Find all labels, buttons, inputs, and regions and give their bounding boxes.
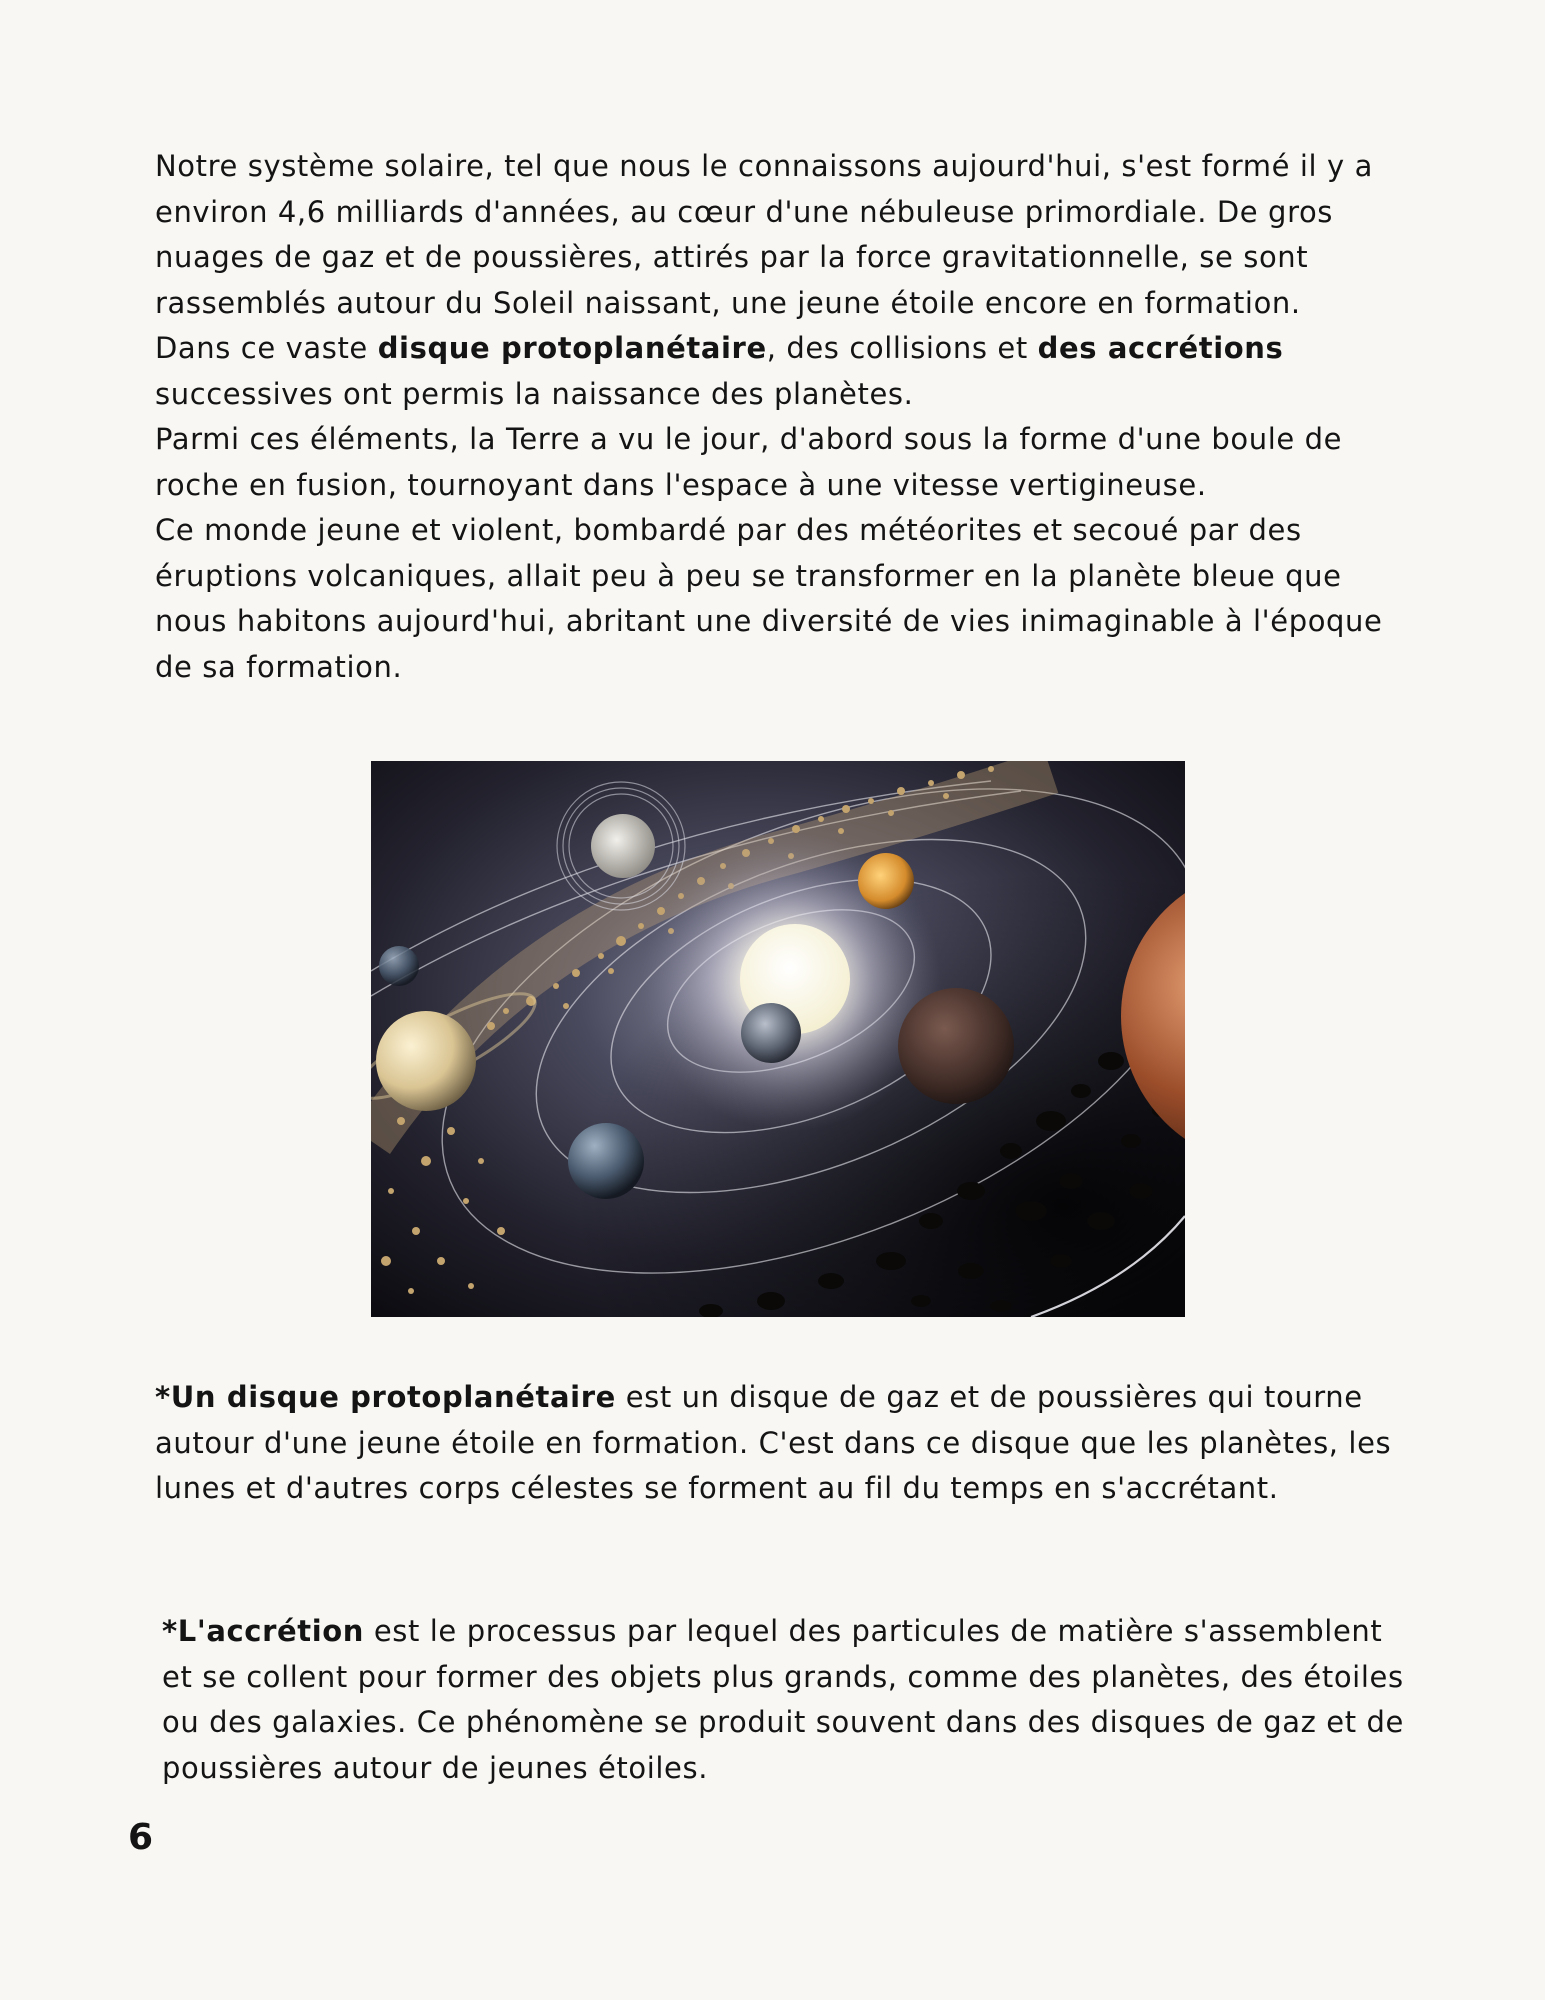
intro-disk-middle: , des collisions et: [766, 331, 1038, 365]
page-number: 6: [128, 1817, 155, 1858]
definition-accretion-term: *L'accrétion: [162, 1614, 365, 1648]
intro-paragraph-earth: Parmi ces éléments, la Terre a vu le jour, d'abord sous la forme d'une boule de roche en fusion, tournoyant dans l'espace à une vitesse vertigineuse.: [155, 422, 1343, 502]
solar-system-illustration: [371, 761, 1185, 1317]
intro-disk-lead: Dans ce vaste: [155, 331, 378, 365]
intro-text: [155, 144, 1400, 690]
intro-disk-tail: successives ont permis la naissance des planètes.: [155, 376, 914, 411]
intro-paragraph-young-world: Ce monde jeune et violent, bombardé par des météorites et secoué par des éruptions volcaniques, allait peu à peu se transformer en la planète bleue que nous habitons aujourd'hui, abritant une diversité de vies inimaginable à l'époque de sa formation.: [155, 513, 1383, 684]
definition-accretion-text: est le processus par lequel des particules de matière s'assemblent et se collent pour former des objets plus grands, comme des planètes, des étoiles ou des galaxies. Ce phénomène se produit souvent dans des disques de gaz et de poussières autour de jeunes étoiles.: [162, 1614, 1404, 1785]
solar-system-image: [371, 761, 1185, 1317]
definition-protoplanetary-disk: [155, 1375, 1400, 1512]
intro-paragraph-disk: [155, 326, 1400, 417]
term-protoplanetary-disk: disque protoplanétaire: [377, 331, 767, 365]
definition-accretion: [162, 1609, 1407, 1791]
term-accretions: des accrétions: [1037, 331, 1284, 365]
definition-disk-text: est un disque de gaz et de poussières qui tourne autour d'une jeune étoile en formation. C'est dans ce disque que les planètes, les lunes et d'autres corps célestes se forment au fil du temps en s'accrétant.: [155, 1380, 1392, 1505]
definition-disk-term: *Un disque protoplanétaire: [155, 1380, 616, 1414]
intro-paragraph-formation: Notre système solaire, tel que nous le connaissons aujourd'hui, s'est formé il y a environ 4,6 milliards d'années, au cœur d'une nébuleuse primordiale. De gros nuages de gaz et de poussières, attirés par la force gravitationnelle, se sont rassemblés autour du Soleil naissant, une jeune étoile encore en formation.: [155, 149, 1373, 320]
